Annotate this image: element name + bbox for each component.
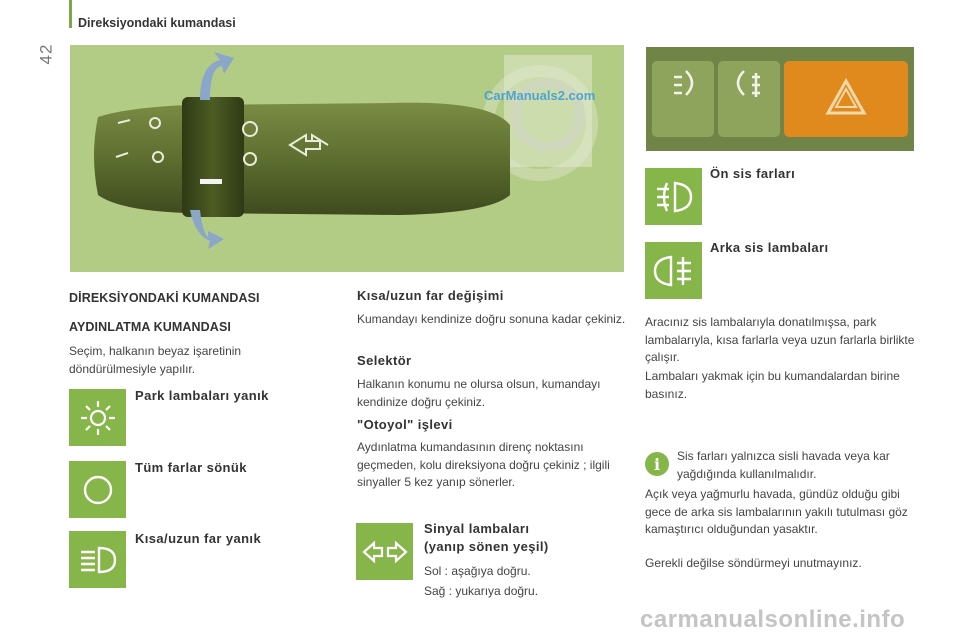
fog-switch-photo	[646, 47, 914, 151]
intro-text: Seçim, halkanın beyaz işaretinin döndürülmesiyle yapılır.	[69, 344, 242, 376]
watermark: CarManuals2.com	[484, 88, 596, 103]
stalk-illustration	[70, 45, 624, 272]
selector-title: Selektör	[357, 353, 412, 368]
fog-para-1: Aracınız sis lambalarıyla donatılmışsa, park lambalarıyla, kısa farlarla veya uzun farlarla birlikte çalışır.	[645, 315, 915, 364]
rear-fog-icon	[645, 242, 702, 299]
beam-change-title: Kısa/uzun far değişimi	[357, 288, 504, 303]
motorway-text: Aydınlatma kumandasının direnç noktasını geçmeden, kolu direksiyona doğru çekiniz ; ilgili sinyaller 5 kez yanıp sönerler.	[357, 440, 610, 489]
lights-off-label: Tüm farlar sönük	[135, 460, 247, 475]
signal-right-text: Sağ : yukarıya doğru.	[424, 584, 539, 598]
info-text: Sis farları yalnızca sisli havada veya kar yağdığında kullanılmalıdır.	[677, 449, 890, 481]
signal-title-line1: Sinyal lambaları	[424, 521, 530, 536]
front-fog-icon	[645, 168, 702, 225]
selector-text: Halkanın konumu ne olursa olsun, kumandayı kendinize doğru çekiniz.	[357, 377, 601, 409]
section-title: Direksiyondaki kumandasi	[78, 16, 236, 30]
front-fog-title: Ön sis farları	[710, 166, 796, 181]
beam-change-text: Kumandayı kendinize doğru sonuna kadar çekiniz.	[357, 312, 626, 326]
footer-watermark: carmanualsonline.info	[640, 606, 906, 633]
lights-off-icon	[69, 461, 126, 518]
parking-lights-icon	[69, 389, 126, 446]
dipped-main-beam-label: Kısa/uzun far yanık	[135, 531, 262, 546]
turn-signal-icon	[356, 523, 413, 580]
page-number: 42	[36, 43, 56, 65]
signal-title-line2: (yanıp sönen yeşil)	[424, 539, 549, 554]
dipped-main-beam-icon	[69, 531, 126, 588]
main-title: DİREKSİYONDAKİ KUMANDASI	[69, 291, 260, 305]
info-icon: i	[645, 452, 669, 476]
fog-para-2: Lambaları yakmak için bu kumandalardan birine basınız.	[645, 369, 900, 401]
lighting-stalk-photo	[70, 45, 624, 272]
fog-switch-illustration	[646, 47, 914, 151]
sub-title: AYDINLATMA KUMANDASI	[69, 320, 231, 334]
signal-left-text: Sol : aşağıya doğru.	[424, 564, 531, 578]
rear-fog-title: Arka sis lambaları	[710, 240, 829, 255]
fog-para-3: Açık veya yağmurlu havada, gündüz olduğu gibi gece de arka sis lambalarının yakılı tutulması göz kamaştırıcı olduğundan yasaktır.	[645, 487, 908, 536]
motorway-title: "Otoyol" işlevi	[357, 417, 453, 432]
header-accent-bar	[69, 0, 72, 28]
parking-lights-label: Park lambaları yanık	[135, 388, 269, 403]
fog-para-4: Gerekli değilse söndürmeyi unutmayınız.	[645, 556, 862, 570]
